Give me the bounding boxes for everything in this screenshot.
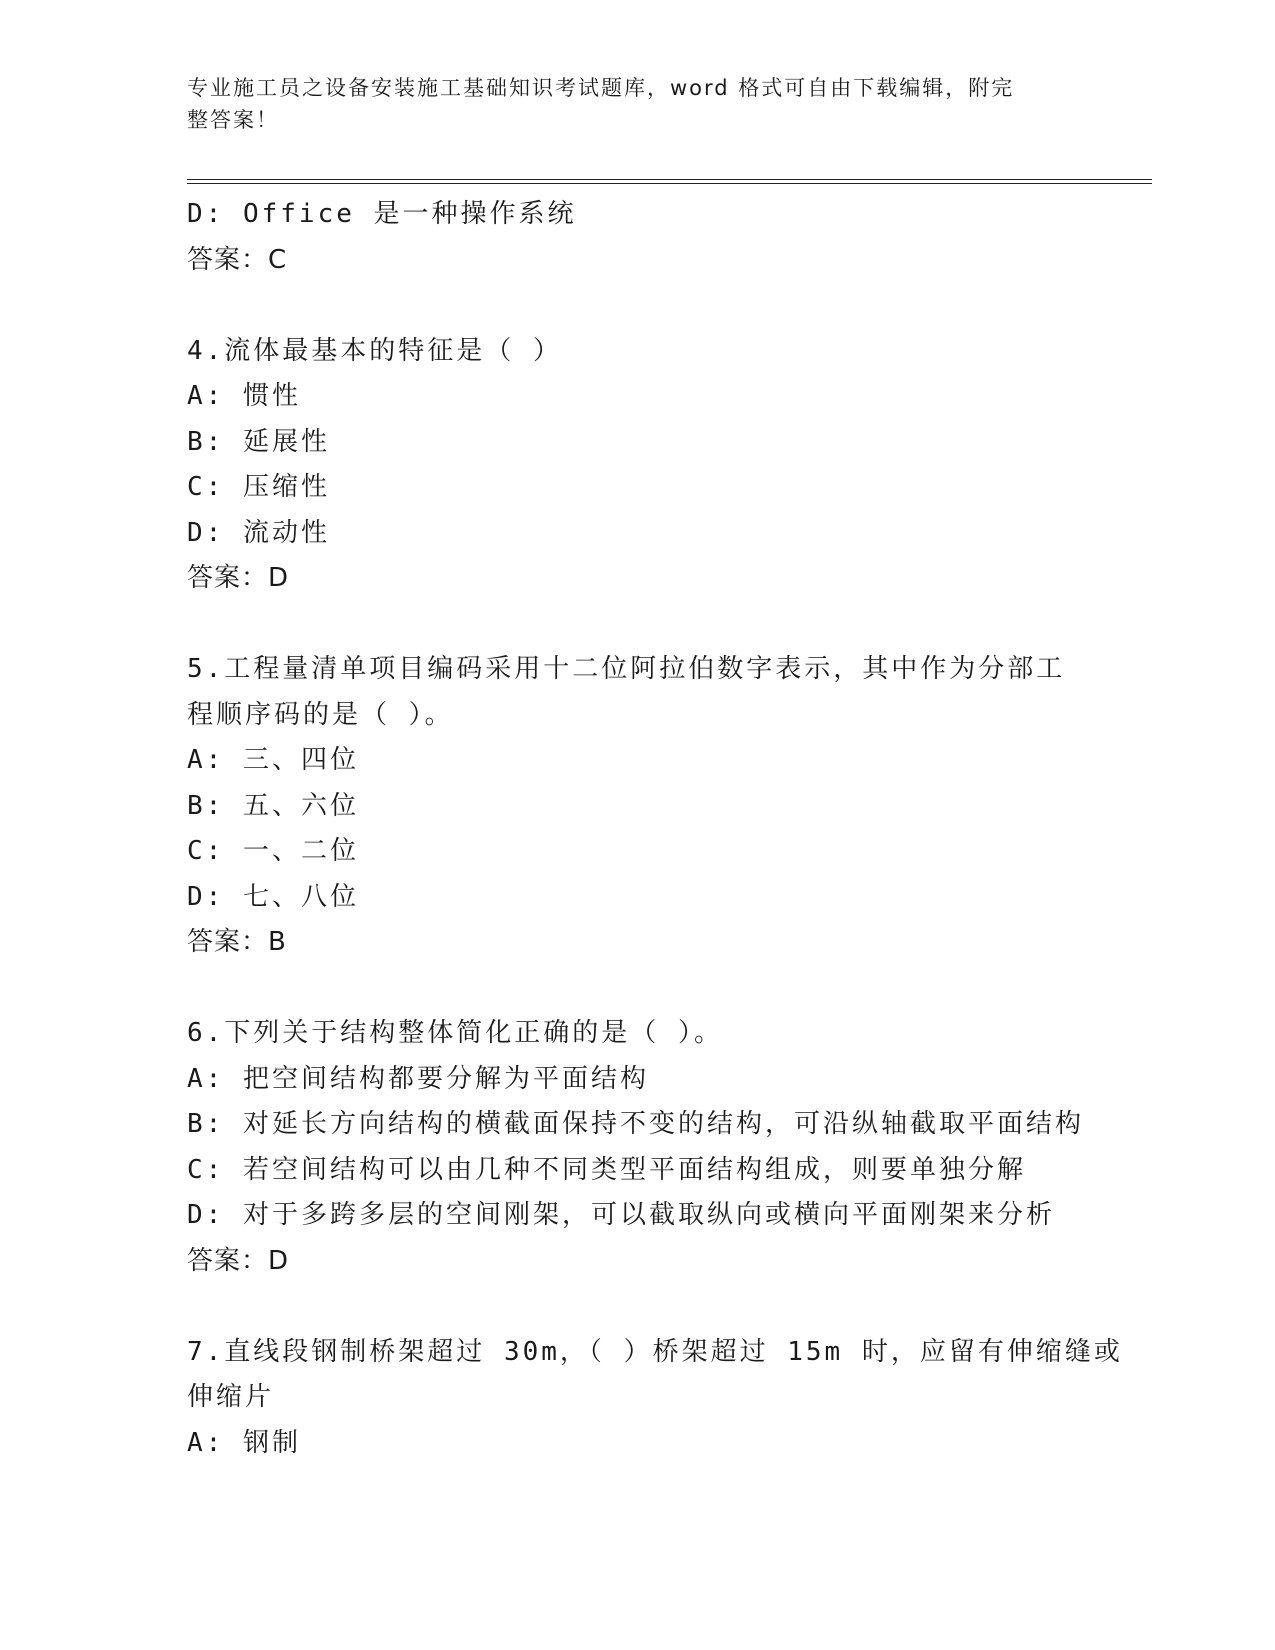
question-stem: 4.流体最基本的特征是（ ） bbox=[187, 335, 562, 366]
spacer bbox=[187, 1284, 1087, 1330]
document-header bbox=[187, 72, 1087, 136]
header-line-1: 专业施工员之设备安装施工基础知识考试题库，word 格式可自由下载编辑，附完 bbox=[187, 76, 1015, 100]
question-stem-continued: 伸缩片 bbox=[187, 1382, 275, 1412]
spacer bbox=[187, 966, 1087, 1012]
option-d: D: 流动性 bbox=[187, 517, 330, 548]
option-a: A: 惯性 bbox=[187, 381, 301, 411]
question-stem: 6.下列关于结构整体简化正确的是（ ）。 bbox=[187, 1018, 723, 1048]
option-c: C: 一、二位 bbox=[187, 836, 359, 866]
prev-answer: 答案：C bbox=[187, 244, 288, 275]
spacer bbox=[187, 283, 1087, 329]
option-c: C: 压缩性 bbox=[187, 472, 330, 502]
answer: 答案：B bbox=[187, 927, 287, 957]
option-a: A: 把空间结构都要分解为平面结构 bbox=[187, 1063, 649, 1094]
option-b: B: 延展性 bbox=[187, 426, 330, 457]
header-line-2: 整答案！ bbox=[187, 108, 279, 132]
question-6 bbox=[187, 1011, 1087, 1284]
answer: 答案：D bbox=[187, 563, 290, 593]
question-5 bbox=[187, 647, 1087, 966]
option-c: C: 若空间结构可以由几种不同类型平面结构组成，则要单独分解 bbox=[187, 1154, 1026, 1185]
header-rule-bottom bbox=[187, 183, 1152, 184]
option-b: B: 五、六位 bbox=[187, 790, 359, 821]
header-rule-top bbox=[187, 179, 1152, 180]
question-stem-continued: 程顺序码的是（ ）。 bbox=[187, 699, 454, 730]
question-stem: 5.工程量清单项目编码采用十二位阿拉伯数字表示，其中作为分部工 bbox=[187, 654, 1066, 684]
question-4 bbox=[187, 329, 1087, 602]
option-d: D: 七、八位 bbox=[187, 881, 359, 912]
prev-option-d: D: Office 是一种操作系统 bbox=[187, 199, 577, 229]
spacer bbox=[187, 602, 1087, 648]
question-content bbox=[187, 192, 1123, 1466]
option-d: D: 对于多跨多层的空间刚架，可以截取纵向或横向平面刚架来分析 bbox=[187, 1200, 1055, 1230]
question-7 bbox=[187, 1330, 1123, 1467]
answer: 答案：D bbox=[187, 1245, 290, 1276]
option-a: A: 钢制 bbox=[187, 1427, 301, 1458]
option-a: A: 三、四位 bbox=[187, 745, 359, 775]
question-stem: 7.直线段钢制桥架超过 30m，（ ）桥架超过 15m 时，应留有伸缩缝或 bbox=[187, 1336, 1123, 1367]
option-b: B: 对延长方向结构的横截面保持不变的结构，可沿纵轴截取平面结构 bbox=[187, 1109, 1084, 1139]
